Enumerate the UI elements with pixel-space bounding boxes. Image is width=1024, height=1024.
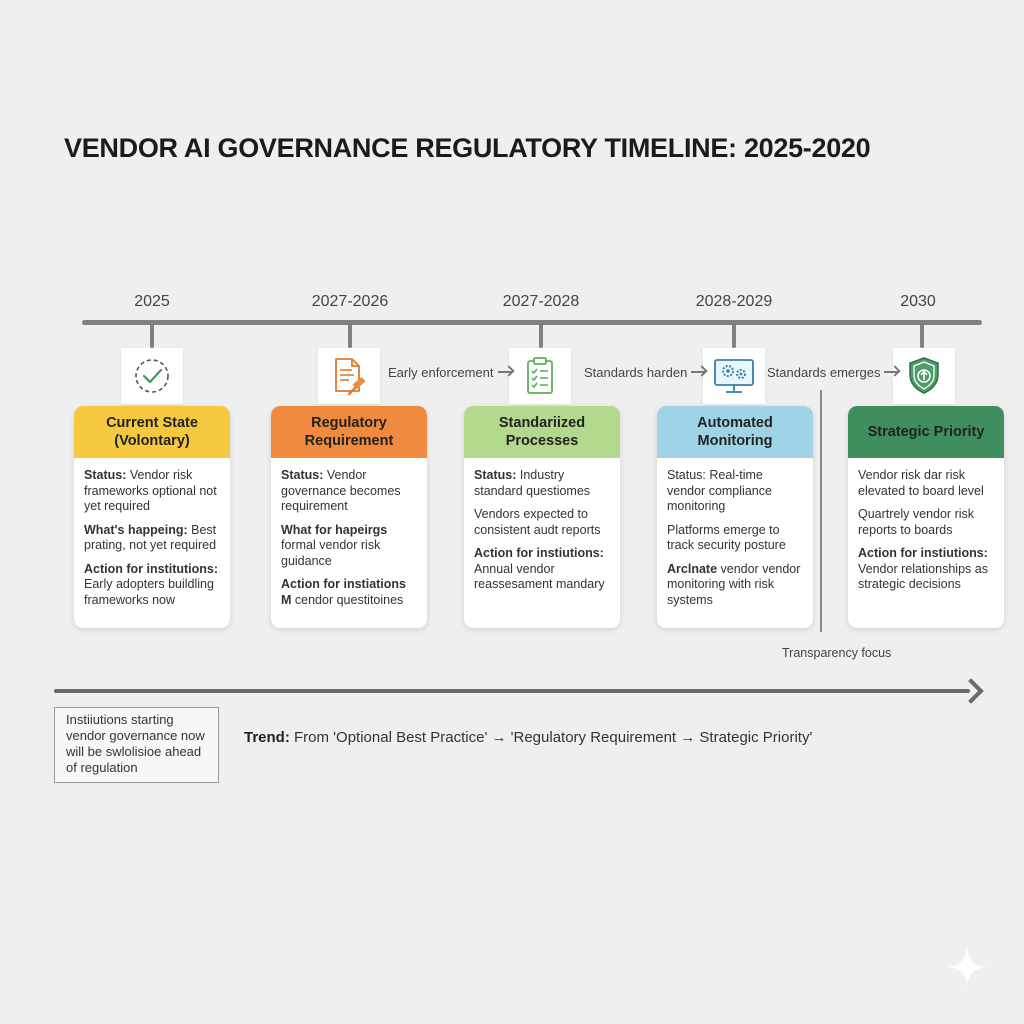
stage-4-action: Arclnate vendor vendor monitoring with risk systems [667,561,801,607]
year-label-1: 2025 [134,293,170,310]
stage-3-whats-happening: Vendors expected to consistent audt reports [474,507,601,537]
arrow-right-icon [498,371,512,373]
connector-standards-emerges [767,362,898,382]
timeline-tick [348,322,352,348]
stage-1-icon-box [121,348,183,404]
stage-4-icon-box [703,348,765,404]
trend-summary [244,729,812,746]
stage-card-4 [657,406,813,628]
connector-label: Standards emerges [767,364,881,380]
stage-card-2 [271,406,427,628]
stage-2-icon-box [318,348,380,404]
connector-label: Early enforcement [388,364,494,380]
stage-card-5 [848,406,1004,628]
arrow-head-icon [958,678,983,703]
year-label-5: 2030 [900,293,936,310]
stage-4-heading: Automated Monitoring [657,406,813,458]
stage-1-whats-happening: What's happeing: Best prating, not yet required [84,522,217,552]
year-label-3: 2027-2028 [502,293,580,310]
stage-3-status: Status: Industry standard questiomes [474,468,591,498]
sparkle-icon [944,944,990,990]
check-circle-icon [132,356,172,396]
divider-line [820,390,822,632]
monitor-gears-icon [711,355,757,397]
connector-standards-harden [584,362,705,382]
year-label-2: 2027-2026 [311,293,389,310]
timeline-tick [539,322,543,348]
timeline-axis [82,320,982,325]
stage-3-action: Action for instiutions: Annual vendor reassesament mandary [474,546,605,591]
stage-3-heading: Standariized Processes [464,406,620,458]
timeline-tick [732,322,736,348]
stage-5-status: Vendor risk dar risk elevated to board level [858,468,984,498]
stage-2-heading: Regulatory Requirement [271,406,427,458]
trend-text: From 'Optional Best Practice' → 'Regulatory Requirement → Strategic Priority' [289,729,813,746]
stage-5-heading: Strategic Priority [848,406,1004,458]
stage-2-action: Action for instiations M cendor questitoines [281,577,406,607]
stage-card-1 [74,406,230,628]
stage-4-whats-happening: Platforms emerge to track security posture [667,522,786,552]
shield-arrow-icon [904,355,944,397]
progress-arrow-line [54,689,970,693]
arrow-right-icon [884,371,898,373]
stage-card-3 [464,406,620,628]
stage-5-whats-happening: Quartrely vendor risk reports to boards [858,507,975,537]
stage-3-icon-box [509,348,571,404]
connector-label: Standards harden [584,364,688,380]
stage-2-status: Status: Vendor governance becomes requirement [281,468,401,513]
stage-5-action: Action for instiutions: Vendor relationships as strategic decisions [858,546,988,591]
callout-note: Instiiutions starting vendor governance now will be swlolisioe ahead of regulation [54,707,219,783]
stage-4-status: Status: Real-time vendor compliance monitoring [667,468,772,513]
page-title: VENDOR AI GOVERNANCE REGULATORY TIMELINE: 2025-2020 [64,133,871,163]
stage-1-heading: Current State (Volontary) [74,406,230,458]
arrow-right-icon [691,371,705,373]
transparency-focus-label: Transparency focus [782,646,892,660]
connector-early-enforcement [388,362,512,382]
trend-label: Trend: [244,729,290,746]
timeline-tick [150,322,154,348]
stage-5-icon-box [893,348,955,404]
clipboard-checklist-icon [520,355,560,397]
stage-2-whats-happening: What for hapeirgs formal vendor risk guidance [281,522,388,568]
stage-1-status: Status: Vendor risk frameworks optional not yet required [84,468,217,513]
timeline-tick [920,322,924,348]
year-label-4: 2028-2029 [695,293,773,310]
document-gavel-icon [328,355,370,397]
stage-1-action: Action for institutions: Early adopters buildling frameworks now [84,561,219,607]
